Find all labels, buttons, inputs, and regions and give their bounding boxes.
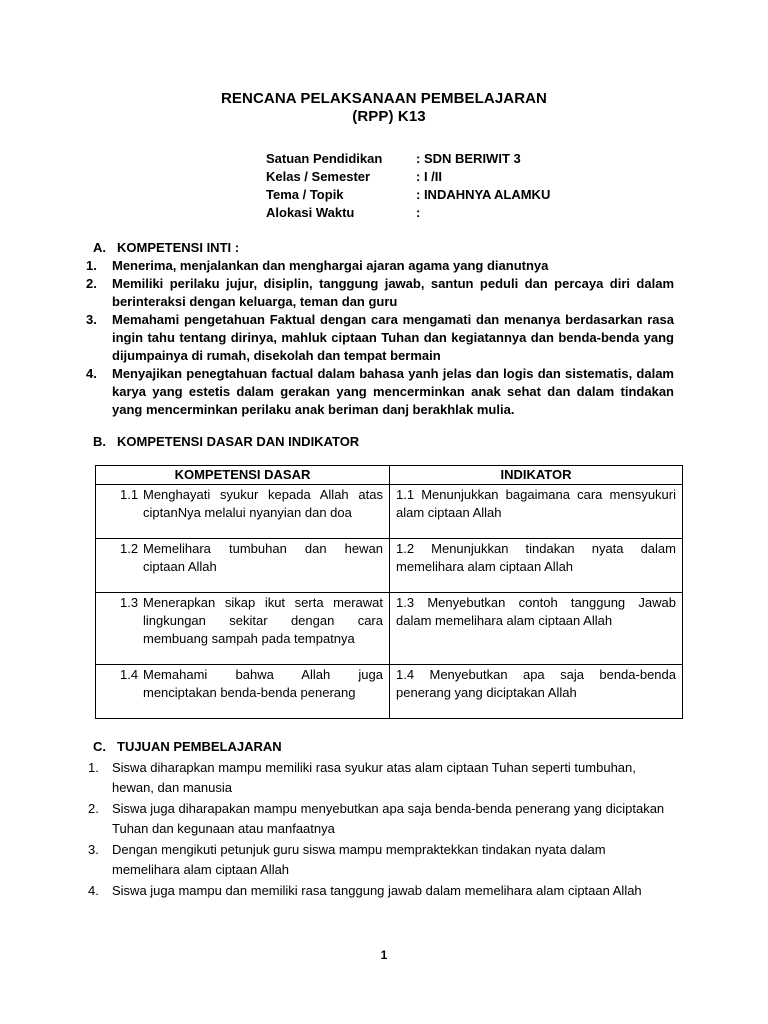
tujuan-list [88, 758, 670, 902]
meta-row-satuan [266, 150, 550, 168]
meta-row-kelas [266, 168, 550, 186]
meta-value: : [416, 205, 421, 220]
list-item [88, 840, 670, 880]
meta-value: : INDAHNYA ALAMKU [416, 187, 551, 202]
column-header-indikator: INDIKATOR [390, 466, 683, 485]
item-number: 3. [86, 312, 97, 327]
kd-cell [96, 539, 390, 593]
section-c-heading [93, 739, 282, 754]
table-header-row [96, 466, 683, 485]
meta-value: : I /II [416, 169, 442, 184]
item-number: 1. [88, 760, 99, 775]
item-number: 4. [86, 366, 97, 381]
item-text: Menerima, menjalankan dan menghargai ajaran agama yang dianutnya [112, 258, 549, 273]
list-item [88, 799, 670, 839]
list-item [86, 257, 674, 275]
item-text: Siswa juga mampu dan memiliki rasa tanggung jawab dalam memelihara alam ciptaan Allah [112, 883, 642, 898]
table-row [96, 539, 683, 593]
meta-label: Tema / Topik [266, 187, 344, 202]
item-number: 3. [88, 842, 99, 857]
section-title: TUJUAN PEMBELAJARAN [117, 739, 282, 754]
indikator-text: 1.1 Menunjukkan bagaimana cara mensyukuri alam ciptaan Allah [396, 487, 676, 520]
meta-label: Satuan Pendidikan [266, 151, 383, 166]
document-title: RENCANA PELAKSANAAN PEMBELAJARAN [221, 90, 547, 107]
list-item [86, 275, 674, 311]
indikator-text: 1.4 Menyebutkan apa saja benda-benda penerang yang diciptakan Allah [396, 667, 676, 700]
kd-indikator-table [95, 465, 683, 719]
table-row [96, 593, 683, 665]
item-text: Memahami pengetahuan Faktual dengan cara mengamati dan menanya berdasarkan rasa ingin tahu tentang dirinya, mahluk ciptaan Tuhan dan kegiatannya dan benda-benda yang dijumpainya di rumah, disekolah dan tempat bermain [112, 312, 674, 363]
kd-number: 1.2 [120, 541, 139, 556]
item-number: 2. [88, 801, 99, 816]
list-item [88, 881, 670, 901]
document-subtitle: (RPP) K13 [352, 108, 426, 125]
item-text: Siswa diharapkan mampu memiliki rasa syukur atas alam ciptaan Tuhan seperti tumbuhan, hewan, dan manusia [112, 760, 636, 795]
item-text: Memiliki perilaku jujur, disiplin, tanggung jawab, santun peduli dan percaya diri dalam berinteraksi dengan keluarga, teman dan guru [112, 276, 674, 309]
section-letter: B. [93, 434, 106, 449]
section-letter: A. [93, 240, 106, 255]
kd-text: Memahami bahwa Allah juga menciptakan benda-benda penerang [143, 667, 383, 700]
list-item [88, 758, 670, 798]
list-item [86, 311, 674, 365]
kd-cell [96, 485, 390, 539]
kompetensi-inti-list [86, 257, 674, 419]
kd-cell [96, 665, 390, 719]
item-number: 4. [88, 883, 99, 898]
kd-cell [96, 593, 390, 665]
item-text: Siswa juga diharapakan mampu menyebutkan apa saja benda-benda penerang yang diciptakan Tuhan dan kegunaan atau manfaatnya [112, 801, 665, 836]
column-header-kd: KOMPETENSI DASAR [96, 466, 390, 485]
kd-number: 1.4 [120, 667, 139, 682]
indikator-cell [390, 593, 683, 665]
meta-label: Kelas / Semester [266, 169, 371, 184]
meta-row-tema [266, 186, 550, 204]
section-title: KOMPETENSI DASAR DAN INDIKATOR [117, 434, 360, 449]
page-number: 1 [380, 948, 388, 962]
section-letter: C. [93, 739, 106, 754]
identity-block [266, 150, 550, 222]
indikator-text: 1.3 Menyebutkan contoh tanggung Jawab dalam memelihara alam ciptaan Allah [396, 595, 676, 628]
indikator-cell [390, 665, 683, 719]
table-row [96, 485, 683, 539]
section-title: KOMPETENSI INTI : [117, 240, 240, 255]
section-b-heading [93, 434, 359, 449]
item-number: 2. [86, 276, 97, 291]
table-row [96, 665, 683, 719]
kd-text: Menerapkan sikap ikut serta merawat lingkungan sekitar dengan cara membuang sampah pada tempatnya [143, 595, 383, 646]
item-number: 1. [86, 258, 97, 273]
meta-value: : SDN BERIWIT 3 [416, 151, 521, 166]
indikator-cell [390, 485, 683, 539]
section-a-heading [93, 240, 239, 255]
meta-row-alokasi [266, 204, 550, 222]
kd-text: Menghayati syukur kepada Allah atas ciptanNya melalui nyanyian dan doa [143, 487, 383, 520]
item-text: Menyajikan penegtahuan factual dalam bahasa yanh jelas dan logis dan sistematis, dalam karya yang estetis dalam gerakan yang mencerminkan anak sehat dan dalam tindakan yang mencerminkan perilaku anak beriman danj berakhlak mulia. [112, 366, 674, 417]
item-text: Dengan mengikuti petunjuk guru siswa mampu mempraktekkan tindakan nyata dalam memelihara alam ciptaan Allah [112, 842, 606, 877]
kd-number: 1.3 [120, 595, 139, 610]
kd-text: Memelihara tumbuhan dan hewan ciptaan Allah [143, 541, 383, 574]
meta-label: Alokasi Waktu [266, 205, 355, 220]
indikator-text: 1.2 Menunjukkan tindakan nyata dalam memelihara alam ciptaan Allah [396, 541, 676, 574]
list-item [86, 365, 674, 419]
kd-number: 1.1 [120, 487, 139, 502]
indikator-cell [390, 539, 683, 593]
